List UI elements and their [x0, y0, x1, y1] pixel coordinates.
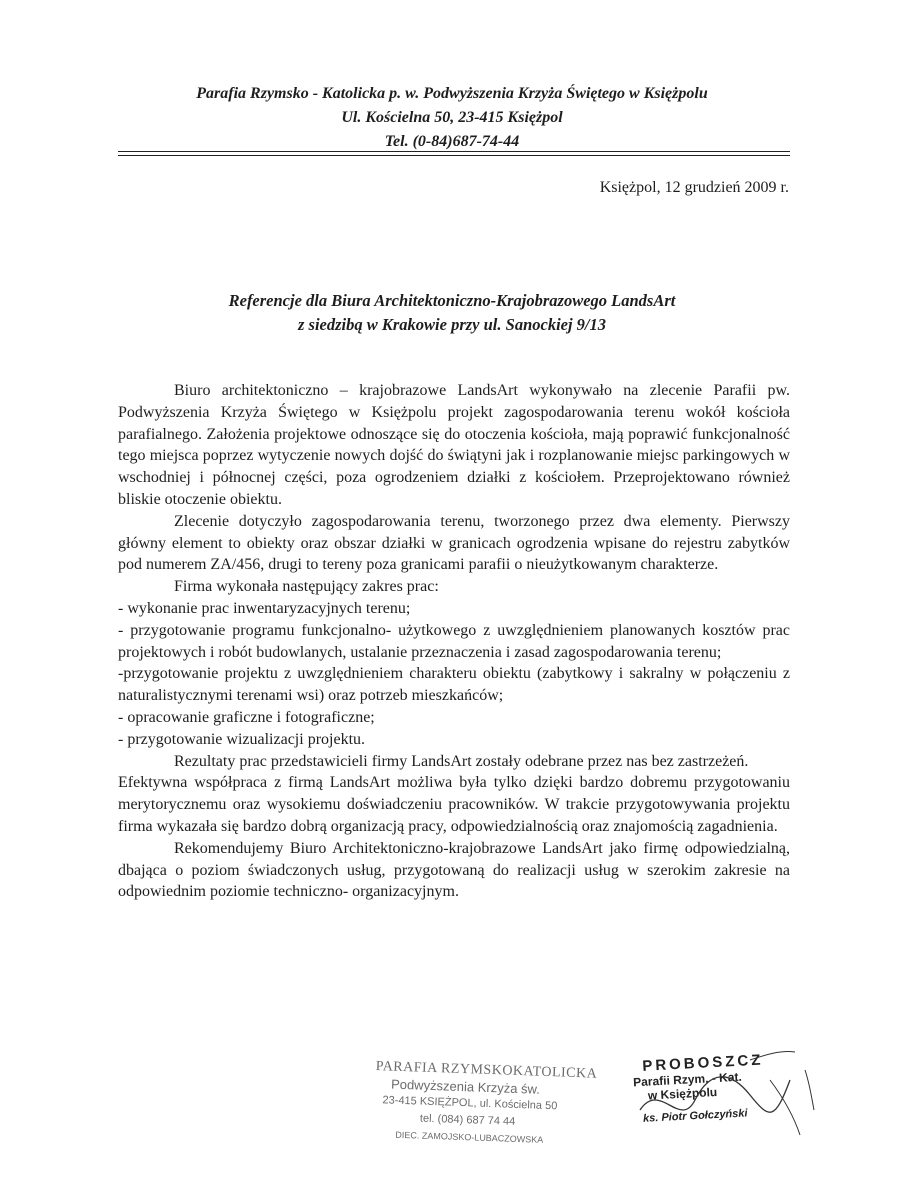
- letterhead: [0, 82, 904, 154]
- parish-stamp-line: DIEC. ZAMOJSKO-LUBACZOWSKA: [395, 1129, 544, 1145]
- priest-stamp-line: w Księżpolu: [647, 1084, 718, 1103]
- letterhead-rule-thin: [118, 155, 790, 156]
- parish-stamp-line: 23-415 KSIĘŻPOL, ul. Kościelna 50: [382, 1094, 558, 1113]
- priest-stamp-line: PROBOSZCZ: [641, 1051, 764, 1075]
- parish-stamp-line: Podwyższenia Krzyża św.: [390, 1076, 541, 1097]
- work-list-item: - wykonanie prac inwentaryzacyjnych terenu;: [118, 599, 411, 617]
- work-list-item: - przygotowanie programu funkcjonalno- użytkowego z uwzględnieniem planowanych kosztów prac projektowych i robót budowlanych, ustalanie przeznaczenia i zasad zagospodarowania terenu;: [118, 621, 790, 661]
- letterhead-phone: Tel. (0-84)687-74-44: [384, 133, 520, 150]
- body-paragraph-work-intro: Firma wykonała następujący zakres prac:: [174, 578, 439, 596]
- letter-title-line1: Referencje dla Biura Architektoniczno-Krajobrazowego LandsArt: [228, 291, 676, 310]
- letter-title-line2: z siedzibą w Krakowie przy ul. Sanockiej 9/13: [297, 315, 607, 334]
- body-paragraph-results: Rezultaty prac przedstawicieli firmy LandsArt zostały odebrane przez nas bez zastrzeżeń.: [174, 752, 749, 770]
- work-list-item: - opracowanie graficzne i fotograficzne;: [118, 708, 375, 726]
- parish-stamp: [373, 1058, 598, 1155]
- parish-stamp-line: tel. (084) 687 74 44: [419, 1112, 516, 1128]
- body-paragraph-recommendation: Rekomendujemy Biuro Architektoniczno-krajobrazowe LandsArt jako firmę odpowiedzialną, dbająca o poziom świadczonych usług, przygotowaną do realizacji usług w szerokim zakresie na odpowiednim poziomie techniczno- organizacyjnym.: [118, 839, 790, 901]
- body-paragraph-intro: Biuro architektoniczno – krajobrazowe LandsArt wykonywało na zlecenie Parafii pw. Podwyższenia Krzyża Świętego w Księżpolu projekt zagospodarowania terenu wokół kościoła parafialnego. Założenia projektowe odnoszące się do otoczenia kościoła, mają poprawić funkcjonalność tego miejsca poprzez wytyczenie nowych dojść do świątyni jak i rozplanowanie miejsc parkingowych w wschodniej i północnej części, poza ogrodzeniem działki z kościołem. Przeprojektowano również bliskie otoczenie obiektu.: [118, 382, 790, 508]
- body-paragraph-scope: Zlecenie dotyczyło zagospodarowania terenu, tworzonego przez dwa elementy. Pierwszy główny element to obiekty oraz obszar działki w granicach ogrodzenia wpisane do rejestru zabytków pod numerem ZA/456, drugi to tereny poza granicami parafii o nieużytkowanym charakterze.: [118, 512, 790, 574]
- work-list-item: - przygotowanie wizualizacji projektu.: [118, 730, 366, 748]
- letter-body: [118, 380, 790, 903]
- letter-title: [0, 289, 904, 337]
- letterhead-parish-name: Parafia Rzymsko - Katolicka p. w. Podwyższenia Krzyża Świętego w Księżpolu: [196, 85, 708, 102]
- priest-stamp-line: Parafii Rzym. - Kat.: [632, 1069, 743, 1090]
- letter-date: Księżpol, 12 grudzień 2009 r.: [599, 179, 789, 196]
- handwritten-signature: [600, 1040, 830, 1160]
- priest-stamp-line: ks. Piotr Gołczyński: [642, 1107, 748, 1125]
- letterhead-rule: [118, 151, 790, 152]
- letterhead-address: Ul. Kościelna 50, 23-415 Księżpol: [341, 109, 563, 126]
- work-list-item: -przygotowanie projektu z uwzględnieniem charakteru obiektu (zabytkowy i sakralny w połączeniu z naturalistycznymi terenami wsi) oraz potrzeb mieszkańców;: [118, 665, 790, 705]
- parish-stamp-line: PARAFIA RZYMSKOKATOLICKA: [375, 1058, 598, 1082]
- body-paragraph-cooperation: Efektywna współpraca z firmą LandsArt możliwa była tylko dzięki bardzo dobremu przygotowaniu merytorycznemu oraz wysokiemu doświadczeniu pracowników. W trakcie przygotowywania projektu firma wykazała się bardzo dobrą organizacją pracy, odpowiedzialnością oraz znajomością zagadnienia.: [118, 774, 790, 835]
